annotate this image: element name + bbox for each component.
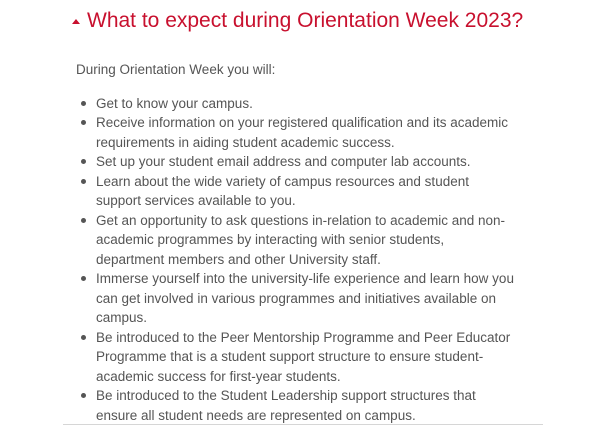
accordion-title: What to expect during Orientation Week 2023? bbox=[87, 9, 524, 32]
list-item bbox=[76, 113, 516, 152]
list-item-text: Be introduced to the Student Leadership support structures that ensure all student needs are represented on campus. bbox=[96, 388, 476, 423]
bullet-icon bbox=[81, 335, 86, 340]
list-item-text: Be introduced to the Peer Mentorship Programme and Peer Educator Programme that is a student support structure to ensure student-academic success for first-year students. bbox=[96, 329, 511, 384]
list-item-text: Set up your student email address and computer lab accounts. bbox=[96, 154, 471, 169]
section-divider bbox=[63, 424, 543, 425]
list-item bbox=[76, 328, 516, 387]
list-item bbox=[76, 94, 516, 114]
bullet-icon bbox=[81, 101, 86, 106]
list-item bbox=[76, 269, 516, 328]
list-item-text: Get to know your campus. bbox=[96, 95, 253, 111]
list-item bbox=[76, 172, 516, 211]
list-item-text: Receive information on your registered qualification and its academic requirements in aiding student academic success. bbox=[96, 115, 508, 150]
bullet-icon bbox=[81, 179, 86, 184]
accordion-panel bbox=[76, 60, 516, 425]
list-item-text: Get an opportunity to ask questions in-relation to academic and non-academic programmes by interacting with senior students, department members and other University staff. bbox=[96, 212, 505, 267]
caret-up-icon bbox=[72, 19, 80, 24]
bullet-icon bbox=[81, 218, 86, 223]
list-item-text: Immerse yourself into the university-life experience and learn how you can get involved in various programmes and initiatives available on campus. bbox=[96, 271, 514, 325]
accordion-toggle[interactable] bbox=[72, 6, 523, 36]
intro-text: During Orientation Week you will: bbox=[76, 62, 276, 77]
list-item bbox=[76, 152, 516, 172]
bullet-icon bbox=[81, 120, 86, 125]
bullet-icon bbox=[81, 393, 86, 398]
list-item bbox=[76, 211, 516, 270]
bullet-icon bbox=[81, 159, 86, 164]
expectations-list bbox=[76, 94, 516, 426]
list-item bbox=[76, 386, 516, 425]
list-item-text: Learn about the wide variety of campus resources and student support services available to you. bbox=[96, 173, 469, 208]
bullet-icon bbox=[81, 276, 86, 281]
